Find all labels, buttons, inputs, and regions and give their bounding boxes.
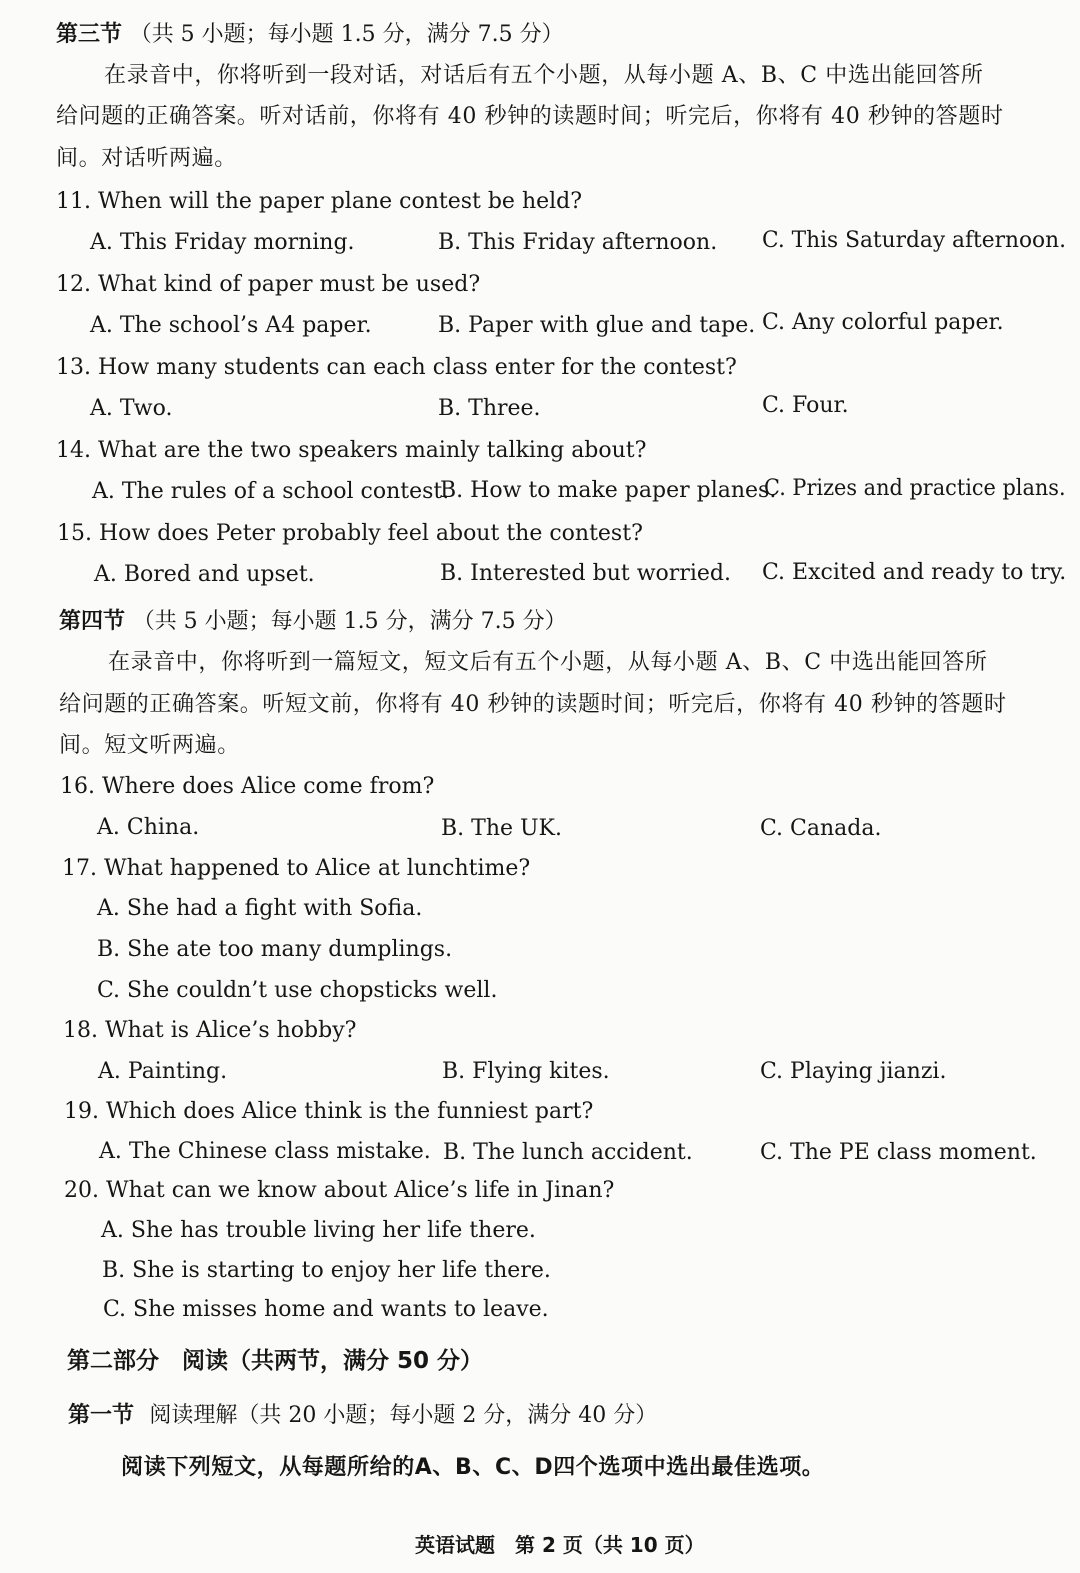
question-15-option-a: A. Bored and upset. bbox=[94, 562, 315, 587]
question-19-option-a: A. The Chinese class mistake. bbox=[99, 1139, 431, 1164]
question-20-stem: 20. What can we know about Alice’s life in Jinan? bbox=[64, 1178, 615, 1203]
question-20-option-b: B. She is starting to enjoy her life there. bbox=[102, 1258, 551, 1283]
page-footer: 英语试题 第 2 页（共 10 页） bbox=[415, 1533, 705, 1557]
question-17-option-c: C. She couldn’t use chopsticks well. bbox=[97, 978, 498, 1003]
question-14-option-c: C. Prizes and practice plans. bbox=[764, 476, 1066, 501]
section4-instruction-line1: 在录音中，你将听到一篇短文，短文后有五个小题，从每小题 A、B、C 中选出能回答所 bbox=[108, 650, 988, 675]
section4-title: 第四节 bbox=[59, 609, 126, 634]
section3-instruction-line3: 间。对话听两遍。 bbox=[56, 146, 237, 171]
question-12-option-a: A. The school’s A4 paper. bbox=[90, 313, 372, 338]
question-14-option-a: A. The rules of a school contest. bbox=[92, 479, 450, 504]
question-15-option-c: C. Excited and ready to try. bbox=[762, 560, 1067, 585]
question-18-option-c: C. Playing jianzi. bbox=[760, 1059, 947, 1084]
part2-title: 第二部分 阅读（共两节，满分 50 分） bbox=[67, 1348, 484, 1374]
question-19-option-b: B. The lunch accident. bbox=[443, 1140, 693, 1165]
reading-section1-instruction: 阅读下列短文，从每题所给的A、B、C、D四个选项中选出最佳选项。 bbox=[121, 1455, 825, 1480]
question-13-option-b: B. Three. bbox=[438, 396, 541, 421]
question-16-option-b: B. The UK. bbox=[441, 816, 562, 841]
question-15-option-b: B. Interested but worried. bbox=[440, 561, 731, 586]
section4-meta: （共 5 小题；每小题 1.5 分，满分 7.5 分） bbox=[132, 609, 567, 634]
question-16-option-c: C. Canada. bbox=[760, 816, 882, 841]
question-11-option-b: B. This Friday afternoon. bbox=[438, 230, 718, 255]
section3-header bbox=[56, 20, 564, 50]
question-13-stem: 13. How many students can each class enter for the contest? bbox=[56, 355, 737, 380]
section3-meta: （共 5 小题；每小题 1.5 分，满分 7.5 分） bbox=[129, 22, 564, 47]
question-17-stem: 17. What happened to Alice at lunchtime? bbox=[62, 856, 531, 881]
question-14-option-b: B. How to make paper planes. bbox=[440, 478, 777, 503]
section3-instruction-line1: 在录音中，你将听到一段对话，对话后有五个小题，从每小题 A、B、C 中选出能回答所 bbox=[104, 63, 984, 88]
question-19-stem: 19. Which does Alice think is the funniest part? bbox=[64, 1099, 594, 1124]
section4-instruction-line2: 给问题的正确答案。听短文前，你将有 40 秒钟的读题时间；听完后，你将有 40 秒钟的答题时 bbox=[59, 692, 1007, 717]
question-12-option-b: B. Paper with glue and tape. bbox=[438, 313, 756, 338]
question-11-option-c: C. This Saturday afternoon. bbox=[762, 228, 1066, 253]
question-17-option-b: B. She ate too many dumplings. bbox=[97, 937, 453, 962]
question-16-stem: 16. Where does Alice come from? bbox=[60, 774, 435, 799]
question-11-option-a: A. This Friday morning. bbox=[90, 230, 355, 255]
question-20-option-a: A. She has trouble living her life there. bbox=[101, 1218, 536, 1243]
question-20-option-c: C. She misses home and wants to leave. bbox=[103, 1297, 549, 1322]
question-19-option-c: C. The PE class moment. bbox=[760, 1140, 1037, 1165]
question-13-option-a: A. Two. bbox=[90, 396, 173, 421]
section3-title: 第三节 bbox=[56, 22, 123, 47]
question-18-option-b: B. Flying kites. bbox=[442, 1059, 610, 1084]
question-12-stem: 12. What kind of paper must be used? bbox=[56, 272, 481, 297]
section4-header bbox=[59, 607, 567, 637]
reading-section1-header bbox=[68, 1401, 657, 1431]
reading-section1-title: 第一节 bbox=[68, 1403, 135, 1428]
question-14-stem: 14. What are the two speakers mainly talking about? bbox=[56, 438, 647, 463]
reading-section1-meta: 阅读理解（共 20 小题；每小题 2 分，满分 40 分） bbox=[149, 1403, 658, 1428]
question-13-option-c: C. Four. bbox=[762, 393, 849, 418]
question-11-stem: 11. When will the paper plane contest be held? bbox=[56, 189, 583, 214]
question-18-option-a: A. Painting. bbox=[98, 1059, 228, 1084]
question-18-stem: 18. What is Alice’s hobby? bbox=[63, 1018, 357, 1043]
question-12-option-c: C. Any colorful paper. bbox=[762, 310, 1004, 335]
question-16-option-a: A. China. bbox=[97, 815, 200, 840]
question-15-stem: 15. How does Peter probably feel about the contest? bbox=[57, 521, 643, 546]
question-17-option-a: A. She had a fight with Sofia. bbox=[97, 896, 423, 921]
section4-instruction-line3: 间。短文听两遍。 bbox=[59, 733, 240, 758]
section3-instruction-line2: 给问题的正确答案。听对话前，你将有 40 秒钟的读题时间；听完后，你将有 40 秒钟的答题时 bbox=[56, 104, 1004, 129]
